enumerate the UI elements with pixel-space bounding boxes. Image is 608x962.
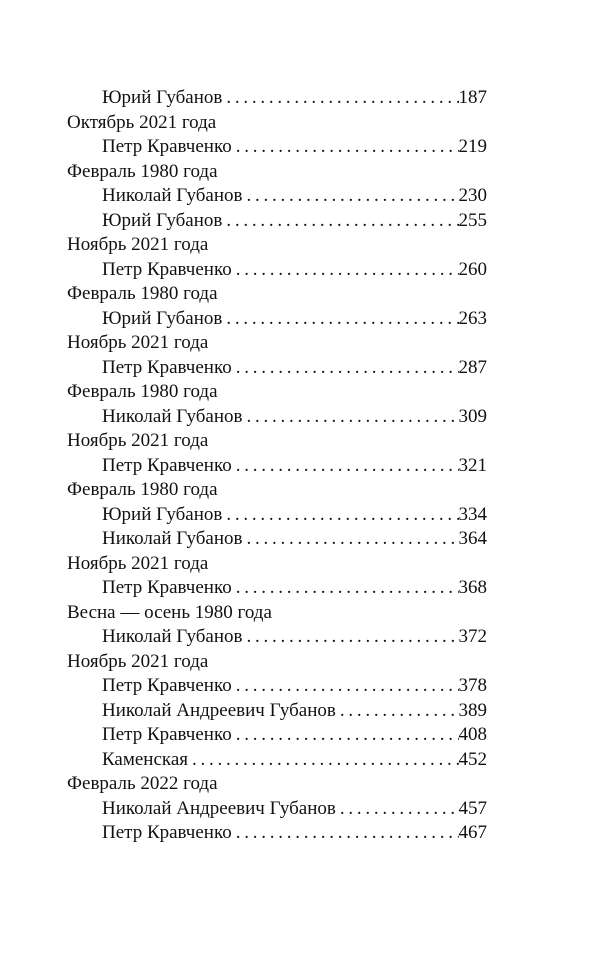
toc-entry-title: Николай Губанов: [102, 528, 243, 549]
toc-entry-page-number: 452: [458, 748, 487, 770]
dot-leader: [232, 674, 459, 699]
toc-entry-page-number: 219: [458, 136, 487, 157]
dot-leader: [336, 699, 459, 724]
toc-entry: [67, 184, 487, 209]
toc-entry-page-number: 389: [458, 699, 487, 721]
toc-entry: [67, 405, 487, 430]
toc-entry: [67, 674, 487, 699]
toc-entry-title: Петр Кравченко: [102, 136, 232, 157]
toc-entry-title: Петр Кравченко: [102, 356, 232, 378]
toc-entry-page-number: 260: [458, 258, 487, 280]
toc-entry: [67, 135, 487, 160]
toc-entry-title: Каменская: [102, 748, 189, 770]
toc-entry-page-number: 364: [458, 528, 487, 549]
dot-leader: [243, 405, 459, 430]
toc-entry-page-number: 287: [458, 356, 487, 378]
toc-entry-title: Юрий Губанов: [102, 87, 223, 108]
dot-leader: [336, 797, 459, 822]
toc-entry-page-number: 467: [458, 822, 487, 843]
toc-entry-title: Николай Губанов: [102, 185, 243, 206]
toc-entry-page-number: 187: [458, 87, 487, 108]
toc-entry-title: Юрий Губанов: [102, 503, 223, 525]
toc-entry-title: Николай Губанов: [102, 626, 243, 647]
toc-entry-page-number: 334: [458, 503, 487, 525]
toc-section-heading: Февраль 1980 года: [67, 381, 218, 402]
dot-leader: [232, 454, 459, 479]
toc-section-heading: Февраль 1980 года: [67, 479, 218, 500]
toc-entry-page-number: 321: [458, 454, 487, 476]
toc-section-heading: Ноябрь 2021 года: [67, 234, 209, 255]
dot-leader: [232, 821, 459, 846]
toc-entry: [67, 503, 487, 528]
dot-leader: [232, 356, 459, 381]
toc-entry-page-number: 309: [458, 405, 487, 427]
dot-leader: [243, 184, 459, 209]
toc-entry: [67, 454, 487, 479]
dot-leader: [222, 307, 458, 332]
toc-section-heading: Февраль 1980 года: [67, 160, 218, 182]
toc-entry-title: Петр Кравченко: [102, 577, 232, 598]
toc-entry: [67, 625, 487, 650]
toc-section-heading: Ноябрь 2021 года: [67, 650, 209, 672]
toc-entry-title: Николай Губанов: [102, 405, 243, 427]
toc-entry-title: Петр Кравченко: [102, 675, 232, 696]
toc-entry: [67, 86, 487, 111]
toc-entry-page-number: 457: [458, 797, 487, 819]
toc-entry-page-number: 368: [458, 577, 487, 598]
toc-entry-page-number: 408: [458, 724, 487, 745]
dot-leader: [232, 723, 459, 748]
toc-entry-title: Петр Кравченко: [102, 454, 232, 476]
dot-leader: [222, 86, 458, 111]
toc-entry-title: Николай Андреевич Губанов: [102, 699, 336, 721]
dot-leader: [232, 258, 459, 283]
toc-entry-page-number: 372: [458, 626, 487, 647]
toc-entry: [67, 356, 487, 381]
toc-section-heading: Ноябрь 2021 года: [67, 552, 209, 574]
toc-section-heading: Февраль 1980 года: [67, 283, 218, 304]
dot-leader: [232, 135, 459, 160]
toc-entry-title: Петр Кравченко: [102, 822, 232, 843]
table-of-contents: [67, 86, 487, 846]
toc-entry: [67, 797, 487, 822]
dot-leader: [232, 576, 459, 601]
toc-section-heading: Весна — осень 1980 года: [67, 601, 272, 623]
toc-entry-page-number: 255: [458, 209, 487, 231]
toc-entry-page-number: 263: [458, 307, 487, 329]
dot-leader: [222, 209, 458, 234]
dot-leader: [222, 503, 458, 528]
toc-entry: [67, 723, 487, 748]
toc-entry: [67, 307, 487, 332]
toc-entry: [67, 821, 487, 846]
toc-entry: [67, 209, 487, 234]
toc-entry-title: Петр Кравченко: [102, 258, 232, 280]
toc-entry-page-number: 230: [458, 185, 487, 206]
toc-entry: [67, 527, 487, 552]
toc-entry: [67, 258, 487, 283]
toc-entry-title: Петр Кравченко: [102, 724, 232, 745]
toc-section-heading: Октябрь 2021 года: [67, 111, 217, 133]
dot-leader: [243, 625, 459, 650]
toc-entry-title: Николай Андреевич Губанов: [102, 797, 336, 819]
toc-entry-title: Юрий Губанов: [102, 209, 223, 231]
toc-entry: [67, 699, 487, 724]
dot-leader: [188, 748, 458, 773]
toc-section-heading: Ноябрь 2021 года: [67, 332, 209, 353]
dot-leader: [243, 527, 459, 552]
toc-entry: [67, 748, 487, 773]
toc-section-heading: Ноябрь 2021 года: [67, 430, 209, 451]
toc-section-heading: Февраль 2022 года: [67, 773, 218, 794]
toc-entry-page-number: 378: [458, 675, 487, 696]
toc-entry-title: Юрий Губанов: [102, 307, 223, 329]
toc-entry: [67, 576, 487, 601]
